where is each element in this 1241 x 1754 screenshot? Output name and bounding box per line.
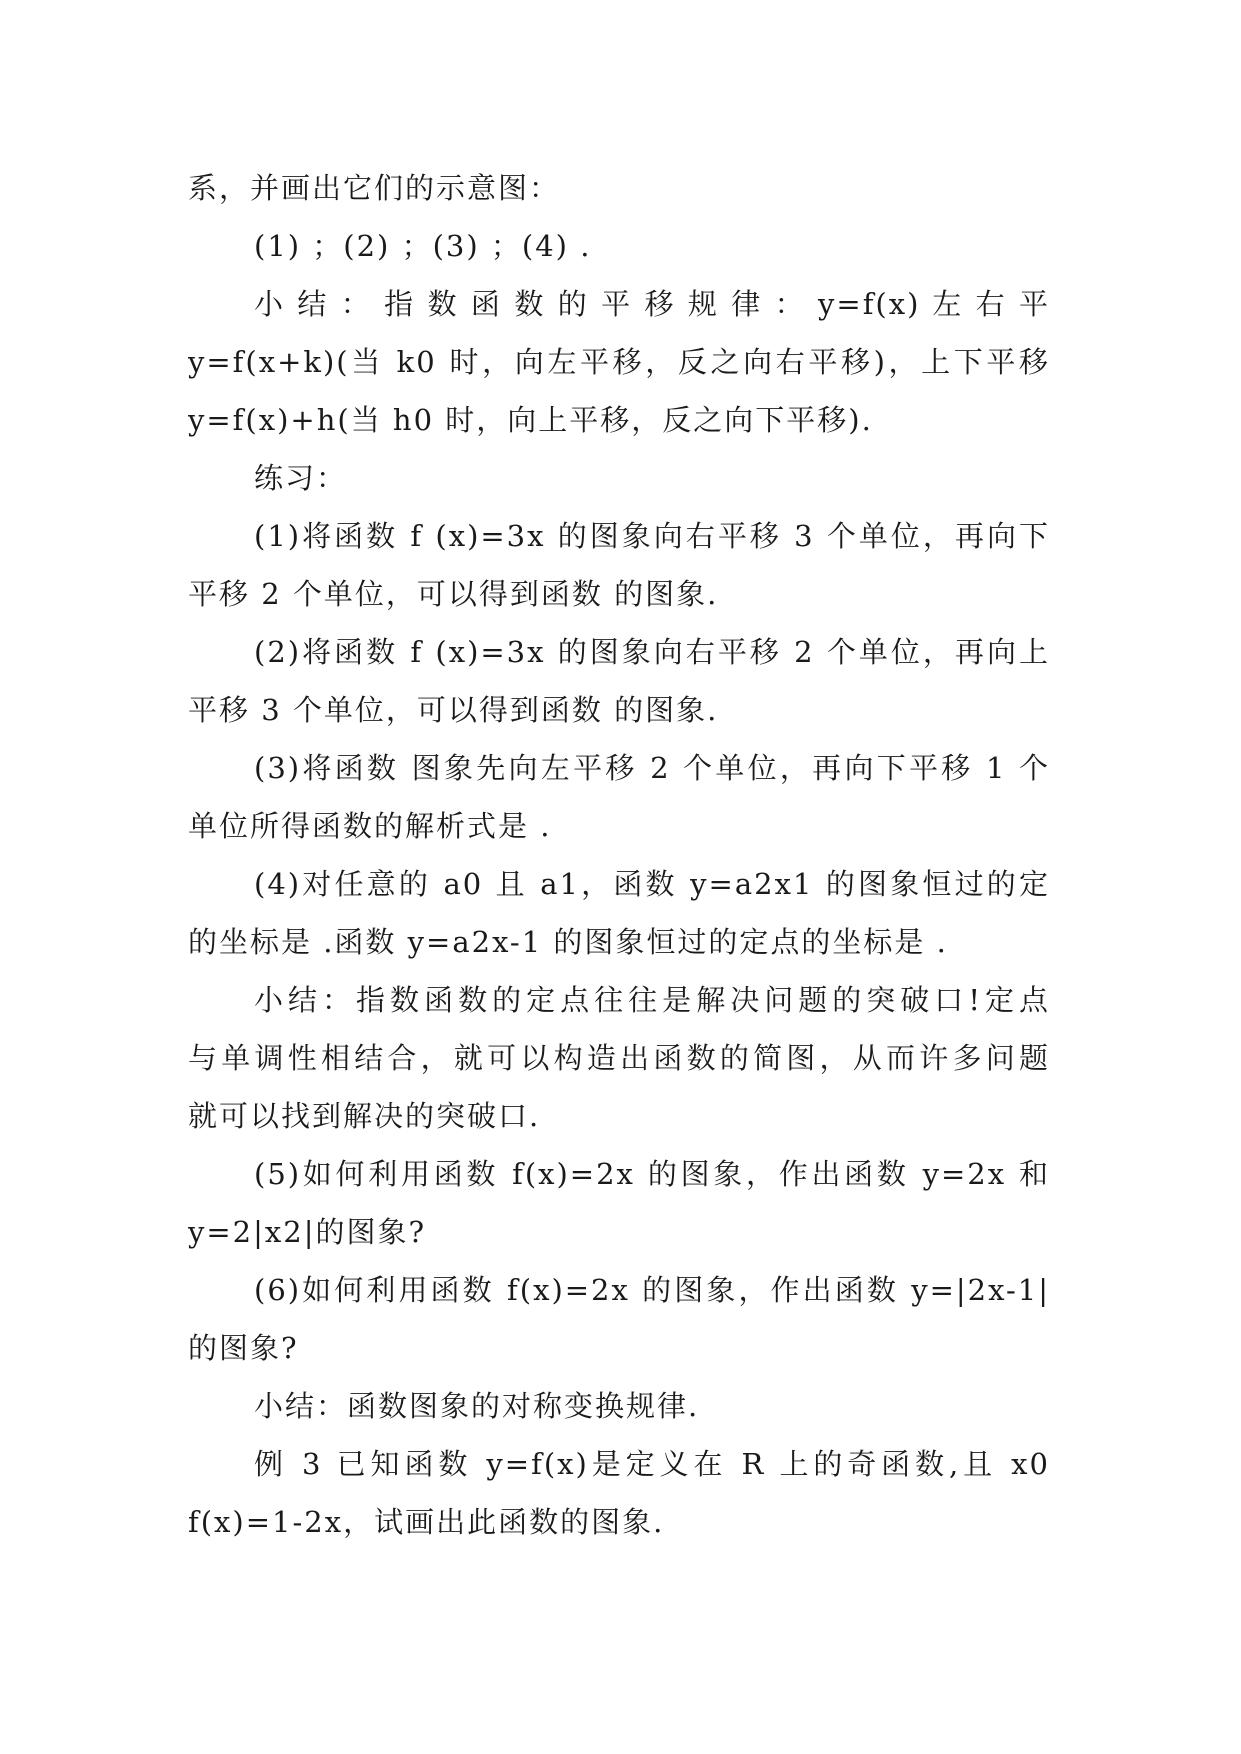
text-line: (4)对任意的 a0 且 a1，函数 y=a2x1 的图象恒过的定	[254, 867, 1050, 901]
text-line: 的图象?	[188, 1331, 299, 1365]
text-line: (2)将函数 f (x)=3x 的图象向右平移 2 个单位，再向上	[254, 635, 1050, 669]
document-body	[188, 159, 1050, 1551]
text-line: (1) ；(2) ；(3) ；(4) .	[254, 229, 592, 263]
text-line: 小结：指数函数的定点往往是解决问题的突破口!定点	[254, 983, 1050, 1017]
text-line: 系，并画出它们的示意图：	[188, 171, 561, 205]
text-line: 小结：函数图象的对称变换规律.	[254, 1389, 700, 1423]
text-line: 平移 3 个单位，可以得到函数 的图象.	[188, 693, 719, 727]
text-line: 例 3 已知函数 y=f(x)是定义在 R 上的奇函数,且 x0	[254, 1447, 1050, 1481]
text-line: 的坐标是 .函数 y=a2x-1 的图象恒过的定点的坐标是 .	[188, 925, 948, 959]
text-line: (1)将函数 f (x)=3x 的图象向右平移 3 个单位，再向下	[254, 519, 1050, 553]
text-line: (5)如何利用函数 f(x)=2x 的图象，作出函数 y=2x 和	[254, 1157, 1050, 1191]
text-line: 与单调性相结合，就可以构造出函数的简图，从而许多问题	[188, 1041, 1050, 1075]
text-line: 单位所得函数的解析式是 .	[188, 809, 552, 843]
text-line: y=f(x)+h(当 h0 时，向上平移，反之向下平移).	[188, 403, 873, 437]
text-line: f(x)=1-2x，试画出此函数的图象.	[188, 1505, 665, 1539]
text-line: 就可以找到解决的突破口.	[188, 1099, 541, 1133]
text-line: y=f(x+k)(当 k0 时，向左平移，反之向右平移)，上下平移	[188, 345, 1050, 379]
text-line: (3)将函数 图象先向左平移 2 个单位，再向下平移 1 个	[254, 751, 1050, 785]
text-line: (6)如何利用函数 f(x)=2x 的图象，作出函数 y=|2x-1|	[254, 1273, 1050, 1307]
text-line: 小 结 ： 指 数 函 数 的 平 移 规 律 ： y=f(x) 左 右 平	[254, 287, 1050, 321]
text-line: 平移 2 个单位，可以得到函数 的图象.	[188, 577, 719, 611]
text-line: 练习：	[254, 461, 348, 495]
text-line: y=2|x2|的图象?	[188, 1215, 427, 1249]
